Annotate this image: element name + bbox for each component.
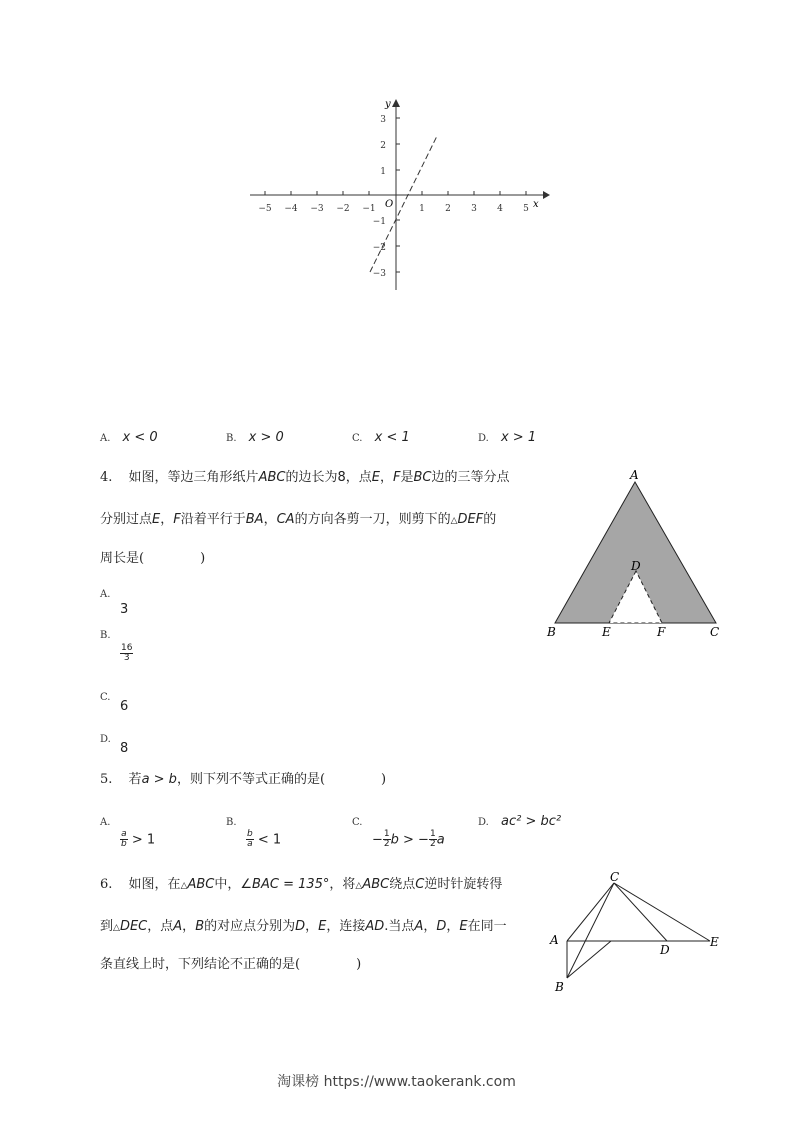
q4-triangle-figure: [540, 465, 730, 645]
fraction: $\frac{b}{a}$: [247, 829, 253, 850]
question-number: 6.: [100, 877, 113, 892]
q5-stem: 5. 若a > b，则下列不等式正确的是( ): [100, 772, 387, 787]
q5-option-d[interactable]: [478, 815, 561, 828]
option-label: D.: [100, 734, 111, 745]
q5-option-c[interactable]: C. − $\frac{1}{2}$ b > − $\frac{1}{2}$ a: [352, 817, 445, 850]
q3-option-d[interactable]: [478, 431, 536, 444]
question-number: 4.: [100, 470, 113, 485]
q3-option-b[interactable]: [226, 431, 284, 444]
vertex-label: E: [710, 935, 719, 949]
x-tick-label: 2: [445, 204, 451, 214]
vertex-label: D: [660, 943, 670, 957]
x-tick-label: −1: [362, 204, 376, 214]
q5-option-a[interactable]: A. $\frac{a}{b}$ > 1: [100, 817, 156, 850]
option-label: C.: [352, 817, 363, 828]
option-text: 8: [120, 741, 129, 756]
fraction: $\frac{16}{3}$: [121, 643, 133, 664]
x-tick-label: 1: [419, 204, 425, 214]
q4-line-1: 4. 如图，等边三角形纸片ABC的边长为8，点E，F是BC边的三等分点: [100, 470, 510, 485]
option-label: B.: [226, 817, 237, 828]
x-tick-label: 5: [523, 204, 529, 214]
x-tick-label: −4: [284, 204, 298, 214]
q4-line-2: 分别过点E，F沿着平行于BA，CA的方向各剪一刀，则剪下的△DEF的: [100, 512, 497, 527]
vertex-label: C: [610, 872, 620, 884]
vertex-label: E: [602, 625, 611, 639]
x-tick-label: 3: [471, 204, 477, 214]
fraction: $\frac{1}{2}$: [383, 829, 390, 850]
option-text: 3: [120, 602, 129, 617]
x-tick-label: 4: [497, 204, 503, 214]
coordinate-graph: [245, 95, 555, 295]
option-label: B.: [100, 630, 111, 641]
x-axis-label: x: [533, 199, 539, 210]
q6-rotation-figure: [545, 872, 730, 997]
option-text: x < 0: [122, 430, 158, 445]
option-label: C.: [100, 692, 111, 703]
q6-line-3: 条直线上时，下列结论不正确的是( ): [100, 957, 362, 972]
option-label: D.: [478, 817, 489, 828]
vertex-label: A: [550, 933, 559, 947]
option-text: x < 1: [374, 430, 410, 445]
q4-option-c[interactable]: [100, 690, 128, 713]
option-label: A.: [100, 433, 111, 444]
q4-option-d[interactable]: [100, 732, 128, 755]
q4-line-3: 周长是( ): [100, 551, 206, 566]
option-text: x > 1: [500, 430, 537, 445]
y-axis-label: y: [385, 99, 391, 110]
y-tick-label: 1: [380, 167, 386, 177]
vertex-label: B: [555, 980, 564, 994]
y-tick-label: 3: [380, 115, 386, 125]
q5-option-b[interactable]: B. $\frac{b}{a}$ < 1: [226, 817, 282, 850]
q4-option-b[interactable]: [100, 628, 133, 664]
x-tick-label: −5: [258, 204, 272, 214]
y-tick-label: −3: [372, 269, 386, 279]
vertex-label: F: [657, 625, 666, 639]
option-label: D.: [478, 433, 489, 444]
option-text: ac² > bc²: [500, 814, 562, 829]
q6-line-2: 到△DEC，点A，B的对应点分别为D，E，连接AD.当点A，D，E在同一: [100, 919, 507, 934]
x-tick-label: −3: [310, 204, 324, 214]
origin-label: O: [385, 199, 394, 210]
option-label: B.: [226, 433, 237, 444]
q3-option-a[interactable]: [100, 431, 158, 444]
option-text: 6: [120, 699, 129, 714]
option-label: A.: [100, 589, 111, 600]
y-tick-label: −2: [372, 243, 386, 253]
option-label: A.: [100, 817, 111, 828]
vertex-label: C: [710, 625, 720, 639]
y-tick-label: −1: [372, 217, 386, 227]
q6-line-1: 6. 如图，在△ABC中，∠BAC = 135°，将△ABC绕点C逆时针旋转得: [100, 877, 503, 892]
option-label: C.: [352, 433, 363, 444]
q3-option-c[interactable]: [352, 431, 410, 444]
x-tick-label: −2: [336, 204, 350, 214]
question-number: 5.: [100, 772, 113, 787]
q4-option-a[interactable]: [100, 587, 128, 616]
vertex-label: D: [631, 559, 641, 573]
vertex-label: A: [630, 468, 639, 482]
option-text: x > 0: [248, 430, 284, 445]
fraction: $\frac{1}{2}$: [429, 829, 436, 850]
vertex-label: B: [547, 625, 556, 639]
y-tick-label: 2: [380, 141, 386, 151]
fraction: $\frac{a}{b}$: [121, 829, 127, 850]
footer-watermark: 淘课榜 https://www.taokerank.com: [277, 1074, 516, 1090]
